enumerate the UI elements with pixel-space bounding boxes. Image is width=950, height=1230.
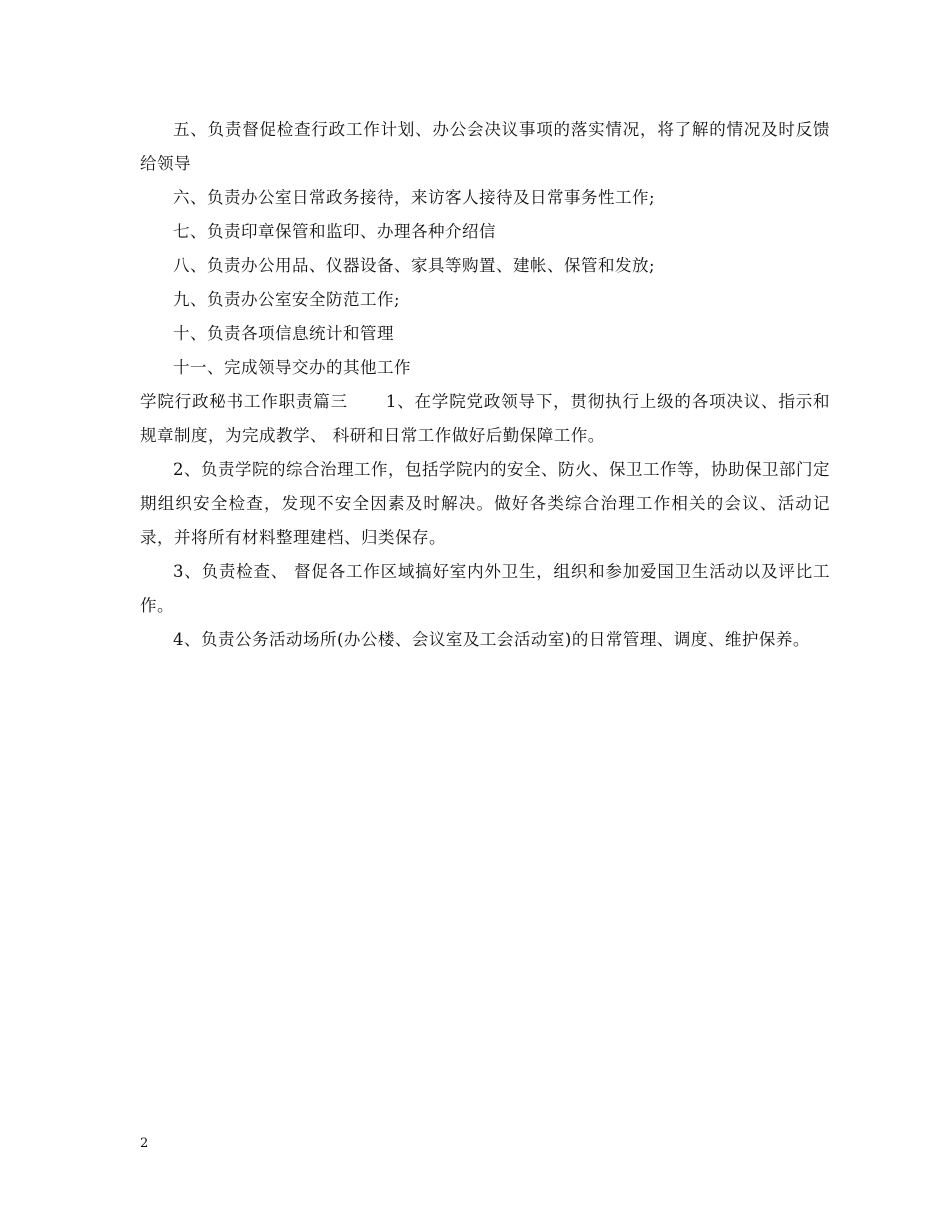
section-item-2: 2、负责学院的综合治理工作，包括学院内的安全、防火、保卫工作等，协助保卫部门定期组织安全检查，发现不安全因素及时解决。做好各类综合治理工作相关的会议、活动记录，并将所有材料整理建档、归类保存。 — [140, 460, 830, 547]
section-item-4: 4、负责公务活动场所(办公楼、会议室及工会活动室)的日常管理、调度、维护保养。 — [173, 630, 810, 649]
paragraph-item-8: 八、负责办公用品、仪器设备、家具等购置、建帐、保管和发放; — [173, 256, 656, 275]
paragraph-item-6: 六、负责办公室日常政务接待，来访客人接待及日常事务性工作; — [173, 188, 656, 207]
paragraph-item-10: 十、负责各项信息统计和管理 — [173, 324, 394, 343]
section-first-item: 1、在学院党政领导下，贯彻执行上级的各项决议、指示和规章制度，为完成教学、 科研和日常工作做好后勤保障工作。 — [140, 392, 831, 445]
page-number: 2 — [140, 1136, 149, 1151]
section-heading-paragraph — [140, 385, 830, 453]
section-heading: 学院行政秘书工作职责篇三 — [140, 392, 348, 411]
paragraph-item-7: 七、负责印章保管和监印、办理各种介绍信 — [173, 222, 496, 241]
section-item-3: 3、负责检查、 督促各工作区域搞好室内外卫生，组织和参加爱国卫生活动以及评比工作。 — [140, 562, 830, 615]
paragraph-item-5: 五、负责督促检查行政工作计划、办公会决议事项的落实情况，将了解的情况及时反馈给领导 — [140, 120, 830, 173]
paragraph-item-11: 十一、完成领导交办的其他工作 — [173, 358, 411, 377]
paragraph-item-9: 九、负责办公室安全防范工作; — [173, 290, 401, 309]
document-body — [140, 113, 830, 657]
